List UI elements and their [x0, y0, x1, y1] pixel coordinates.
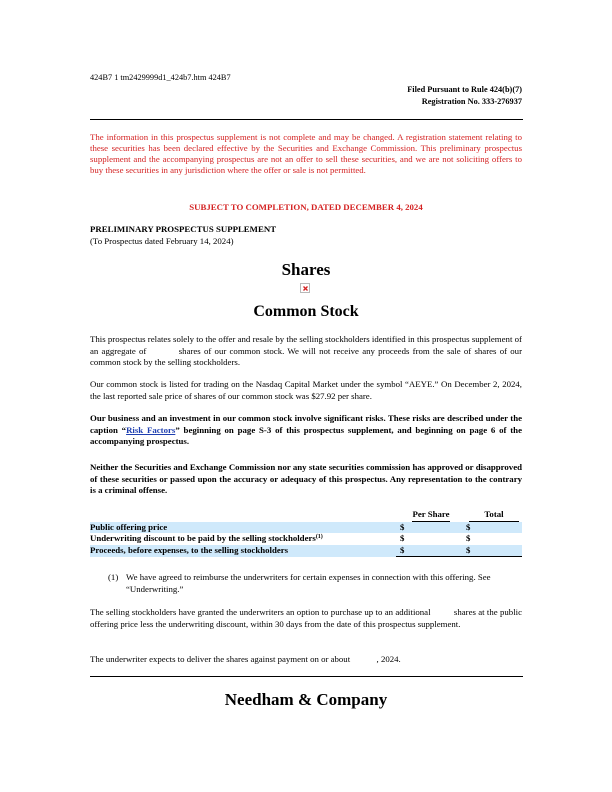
common-stock-heading: Common Stock: [253, 303, 359, 320]
total-value: $: [466, 545, 522, 557]
risk-factors-link[interactable]: Risk Factors: [126, 424, 176, 435]
table-row: [90, 545, 522, 557]
file-line: 424B7 1 tm2429999d1_424b7.htm 424B7: [90, 73, 231, 82]
risk-text-a: Our business and an investment in our common stock involve significant risks. These risks are described under the caption “: [90, 413, 522, 435]
risk-paragraph: [90, 413, 522, 448]
row-label: Proceeds, before expenses, to the selling stockholders: [90, 545, 396, 557]
supplement-subtitle: (To Prospectus dated February 14, 2024): [90, 236, 234, 246]
delivery-paragraph: The underwriter expects to deliver the shares against payment on or about , 2024.: [90, 654, 401, 664]
per-share-value: $: [396, 522, 466, 534]
per-share-value: $: [400, 533, 405, 543]
table-row: [90, 522, 522, 534]
bottom-rule: [90, 676, 523, 677]
resale-paragraph: This prospectus relates solely to the offer and resale by the selling stockholders identified in this prospectus supplement of an aggregate of shares of our common stock. We will not receive any proceeds from the sale of shares of our common stock by the selling stockholders.: [90, 334, 525, 368]
top-rule: [90, 119, 523, 120]
shares-heading: Shares: [281, 260, 331, 279]
sec-disclaimer: Neither the Securities and Exchange Commission nor any state securities commission has approved or disapproved of these securities or passed upon the accuracy or adequacy of this prospectus. Any representation to the contrary is a criminal offense.: [90, 462, 522, 496]
registration-number: Registration No. 333-276937: [421, 97, 522, 106]
subject-to-completion: SUBJECT TO COMPLETION, DATED DECEMBER 4, 2024: [189, 202, 423, 212]
total-value: $: [466, 522, 522, 534]
row-label-text: Underwriting discount to be paid by the selling stockholders: [90, 533, 316, 543]
risk-text-b: ” beginning on page S-3 of this prospectus supplement, and beginning on page 6 of the accompanying prospectus.: [90, 424, 522, 447]
total-value: $: [466, 533, 471, 543]
underwriter-name: Needham & Company: [224, 690, 388, 709]
row-label: [90, 533, 396, 545]
option-paragraph: The selling stockholders have granted the underwriters an option to purchase up to an additional shares at the public offering price less the underwriting discount, within 30 days from the date of this prospectus supplement.: [90, 607, 525, 629]
filed-pursuant-line: Filed Pursuant to Rule 424(b)(7): [407, 85, 522, 94]
table-row: [90, 533, 522, 545]
preliminary-notice: The information in this prospectus supplement is not complete and may be changed. A registration statement relating to these securities has been declared effective by the Securities and Exchange Commission. This preliminary prospectus supplement and the accompanying prospectus are not an offer to sell these securities, and we are not soliciting offers to buy these securities in any jurisdiction where the offer or sale is not permitted.: [90, 132, 522, 176]
supplement-title: PRELIMINARY PROSPECTUS SUPPLEMENT: [90, 224, 277, 234]
listing-paragraph: Our common stock is listed for trading on the Nasdaq Capital Market under the symbol “AEYE.” On December 2, 2024, the last reported sale price of shares of our common stock was $27.92 per share.: [90, 379, 522, 401]
footnote-text: We have agreed to reimburse the underwriters for certain expenses in connection with this offering. See “Underwriting.”: [126, 572, 491, 594]
row-label: Public offering price: [90, 522, 396, 534]
total-header: Total: [469, 509, 519, 522]
footnote-marker: (1): [108, 572, 119, 582]
per-share-value: $: [396, 545, 466, 557]
table-header-row: [90, 509, 522, 522]
footnote-ref: (1): [315, 534, 323, 540]
per-share-header: Per Share: [412, 509, 449, 522]
offering-table: [90, 509, 522, 557]
broken-image-icon: [300, 283, 310, 293]
